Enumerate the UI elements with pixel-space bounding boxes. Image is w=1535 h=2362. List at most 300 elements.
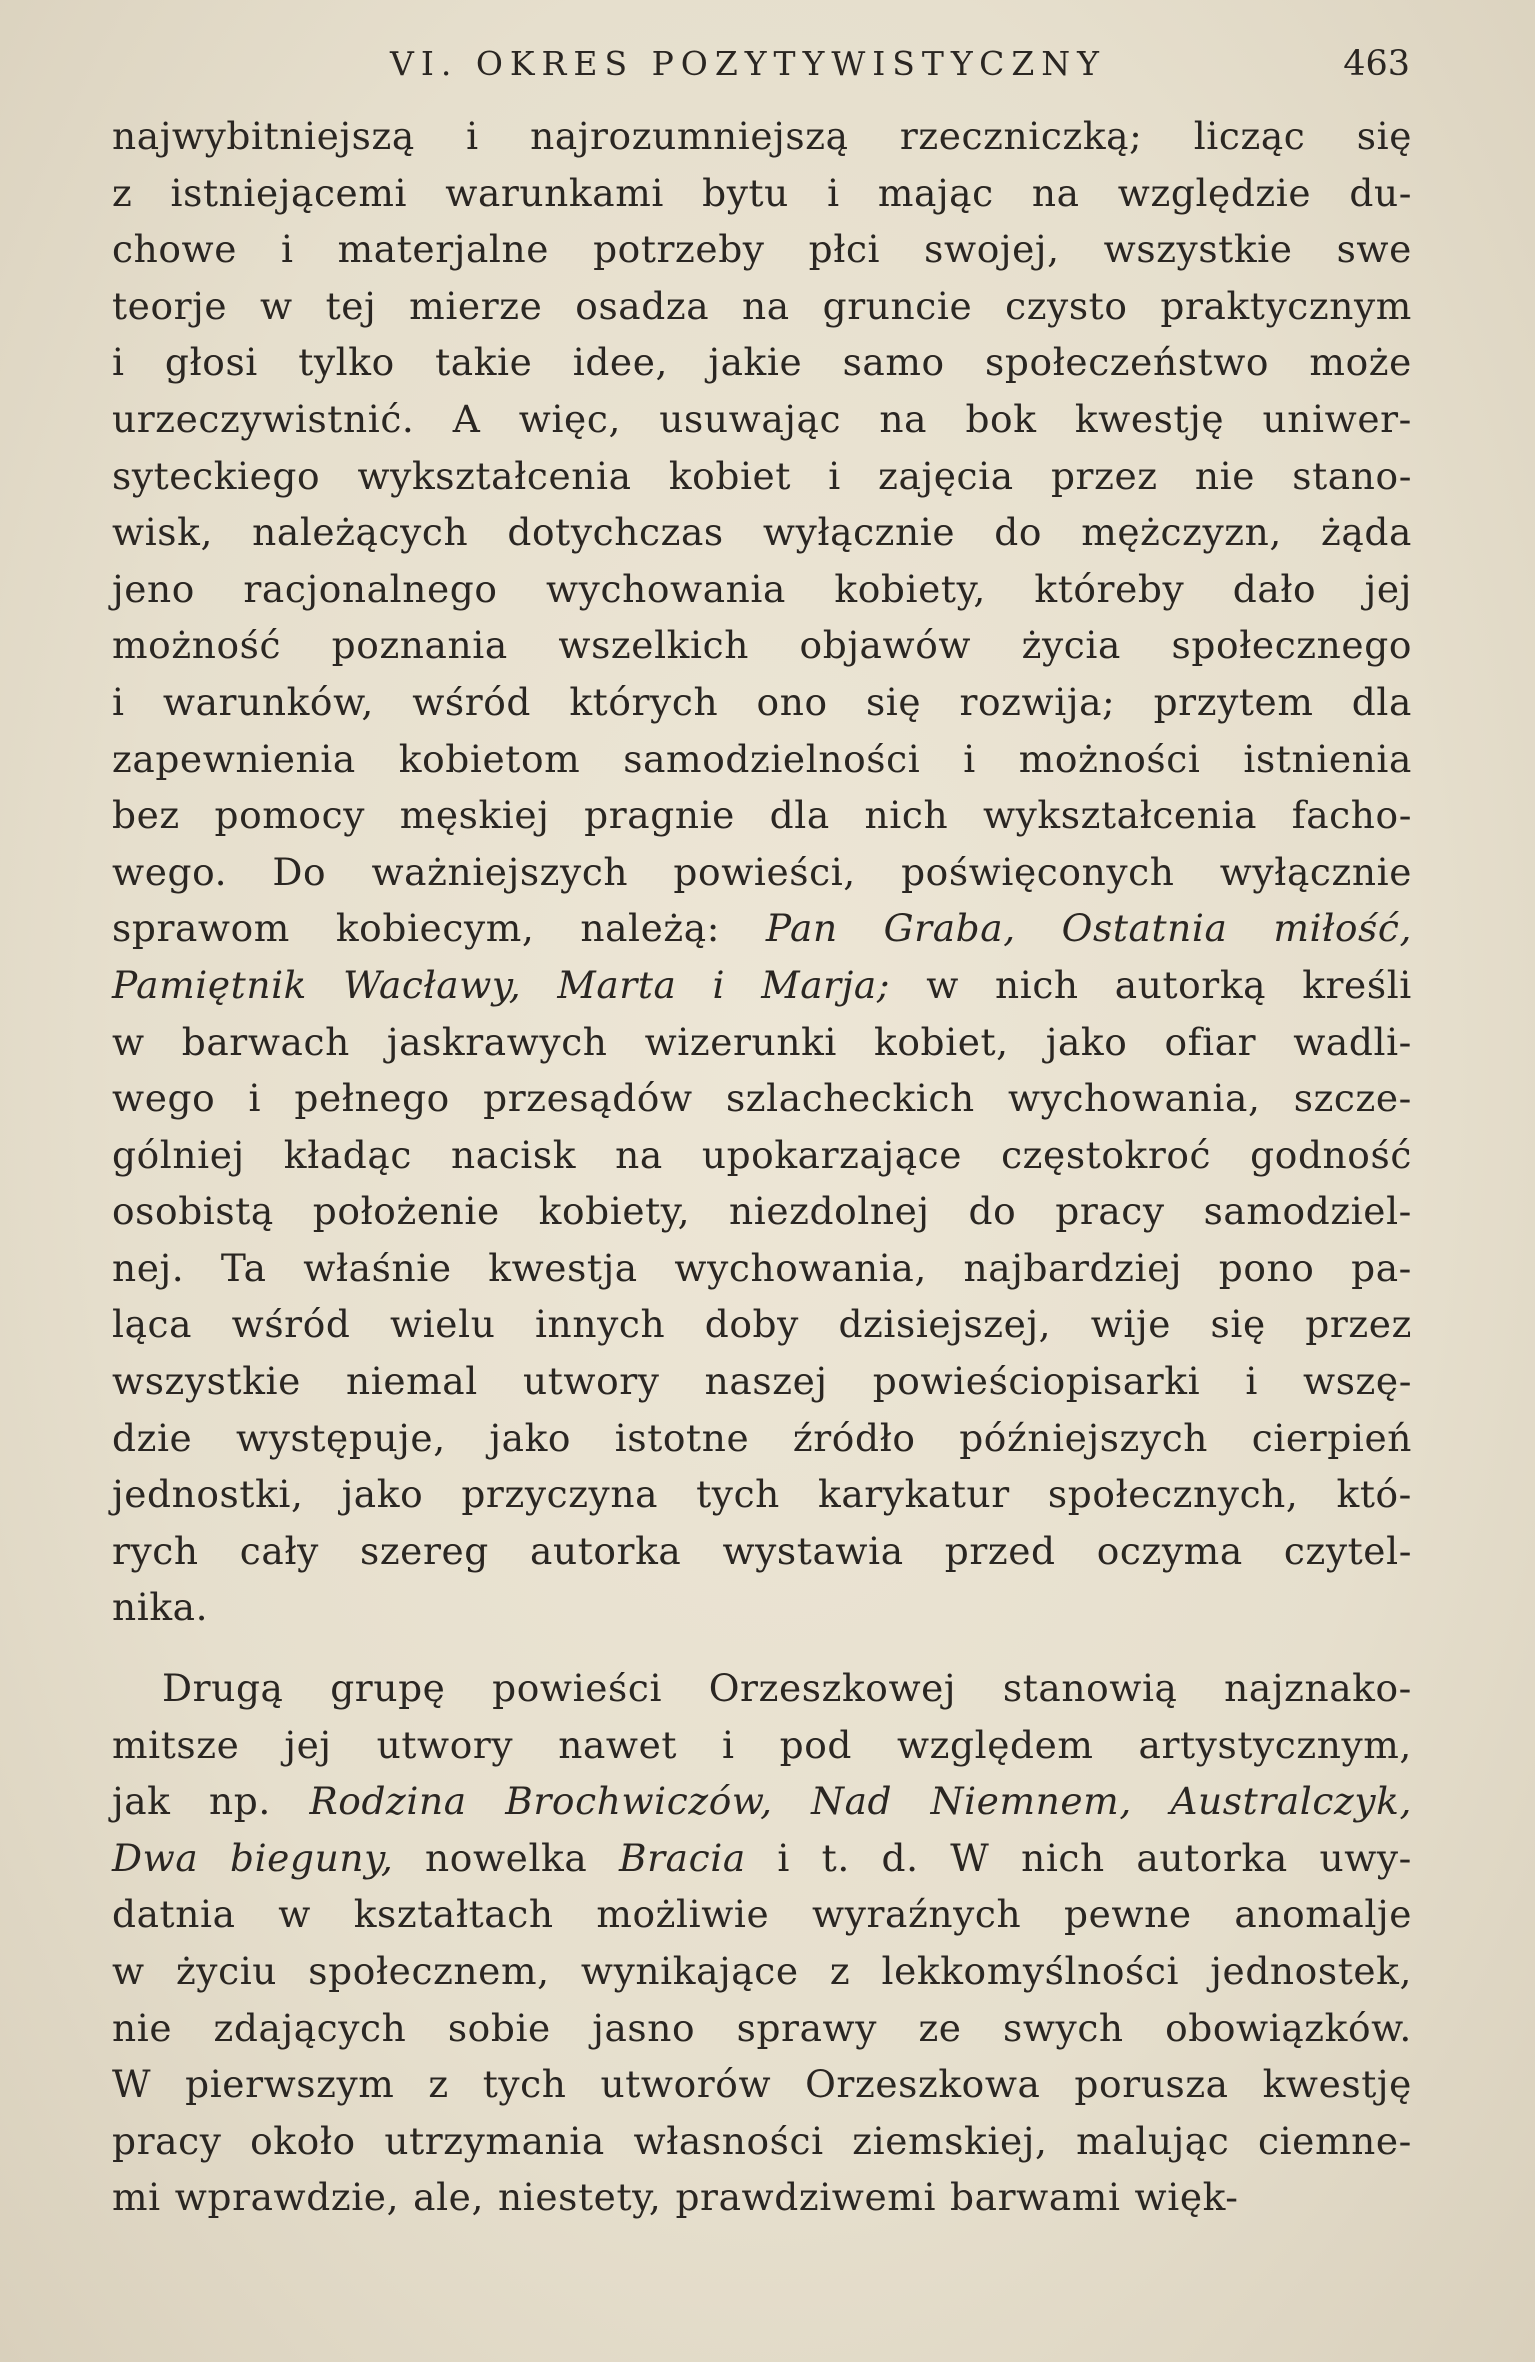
word: żąda xyxy=(1321,510,1412,555)
word: mając xyxy=(877,170,994,215)
word: objawów xyxy=(799,623,972,668)
word: jako xyxy=(1045,1019,1128,1064)
text-line xyxy=(112,1240,1412,1297)
italic-word: Pamiętnik xyxy=(112,962,307,1007)
text-line xyxy=(112,1717,1412,1774)
word: wykształcenia xyxy=(357,453,632,498)
word: źródło xyxy=(792,1415,916,1460)
word: pracy xyxy=(112,2118,222,2163)
word: tych xyxy=(696,1472,780,1517)
word: tylko xyxy=(298,340,395,385)
word: malując xyxy=(1076,2118,1230,2163)
word: warunków, xyxy=(162,679,374,724)
word: uwy- xyxy=(1319,1835,1412,1880)
word: wynikające xyxy=(580,1949,799,1993)
word: warunkami xyxy=(445,170,664,215)
word: usuwając xyxy=(659,396,842,441)
word: osobistą xyxy=(112,1189,274,1234)
word: autorką xyxy=(1114,962,1267,1007)
word: występuje, xyxy=(236,1415,446,1460)
word: naszej xyxy=(704,1359,828,1404)
word: na xyxy=(742,283,790,328)
word: więk- xyxy=(1134,2175,1239,2220)
word: gruncie xyxy=(822,283,973,328)
word: mi xyxy=(112,2175,161,2220)
italic-word: Australczyk, xyxy=(1170,1779,1412,1824)
word: jako xyxy=(489,1415,572,1460)
word: nika. xyxy=(112,1585,209,1630)
word: bok xyxy=(965,396,1037,441)
word: rzeczniczką; xyxy=(899,114,1143,158)
word: stano- xyxy=(1292,453,1412,498)
word: samo xyxy=(842,340,945,385)
word: barwami xyxy=(950,2175,1121,2220)
word: pragnie xyxy=(584,793,735,838)
word: wego. xyxy=(112,849,228,894)
word: Drugą xyxy=(162,1666,284,1711)
word: wije xyxy=(1090,1302,1172,1347)
word: kobietom xyxy=(398,736,581,781)
word: względzie xyxy=(1117,170,1312,215)
word: około xyxy=(250,2118,356,2163)
word: nich xyxy=(994,962,1079,1007)
word: wszystkie xyxy=(112,1359,301,1404)
word: przytem xyxy=(1153,679,1314,724)
word: wśród xyxy=(412,679,532,724)
text-line xyxy=(112,1466,1412,1523)
word: datnia xyxy=(112,1892,236,1937)
text-line xyxy=(112,957,1412,1014)
word: anomalje xyxy=(1234,1892,1412,1937)
word: samodzielności xyxy=(623,736,921,781)
word: w xyxy=(112,1019,145,1064)
word: istniejącemi xyxy=(170,170,408,215)
word: i xyxy=(281,227,294,272)
text-line xyxy=(112,1296,1412,1353)
word: teorje xyxy=(112,283,228,328)
word: dla xyxy=(1351,679,1412,724)
italic-word: Wacławy, xyxy=(343,962,522,1007)
word: ofiar xyxy=(1164,1019,1257,1064)
word: jej xyxy=(284,1722,332,1767)
word: z xyxy=(428,2062,449,2107)
text-line xyxy=(112,1830,1412,1887)
word: pracy xyxy=(1055,1189,1165,1234)
word: częstokroć xyxy=(1001,1132,1212,1177)
word: kobiet xyxy=(668,453,792,498)
word: jednostki, xyxy=(112,1472,304,1517)
word: dało xyxy=(1232,566,1317,611)
word: wego xyxy=(112,1076,216,1121)
word: wadli- xyxy=(1293,1019,1412,1064)
word: najrozumniejszą xyxy=(530,114,849,158)
word: pełnego xyxy=(294,1076,450,1121)
word: ono xyxy=(756,679,828,724)
word: dotychczas xyxy=(507,510,724,555)
word: najwybitniejszą xyxy=(112,114,415,158)
word: swych xyxy=(1003,2005,1124,2050)
word: takie xyxy=(435,340,533,385)
word: istnienia xyxy=(1243,736,1412,781)
text-line xyxy=(112,2000,1412,2057)
word: jej xyxy=(1364,566,1412,611)
word: utwory xyxy=(522,1359,660,1404)
text-line xyxy=(112,561,1412,618)
word: przez xyxy=(1305,1302,1412,1347)
word: i xyxy=(963,736,976,781)
text-line xyxy=(112,2056,1412,2113)
word: czysto xyxy=(1005,283,1128,328)
word: szcze- xyxy=(1293,1076,1412,1121)
word: tej xyxy=(325,283,377,328)
word: sprawom xyxy=(112,906,290,951)
italic-word: Niemnem, xyxy=(930,1779,1132,1824)
word: niestety, xyxy=(498,2175,662,2220)
word: porusza xyxy=(1074,2062,1229,2107)
word: t. xyxy=(821,1835,850,1880)
word: się xyxy=(1356,114,1412,158)
word: dzie xyxy=(112,1415,193,1460)
paragraph xyxy=(112,1660,1412,2226)
word: samodziel- xyxy=(1203,1189,1412,1234)
word: ziemskiej, xyxy=(852,2118,1048,2163)
text-line xyxy=(112,165,1412,222)
text-line xyxy=(112,787,1412,844)
page-header xyxy=(100,44,1410,94)
word: nacisk xyxy=(451,1132,577,1177)
word: mitsze xyxy=(112,1722,240,1767)
text-line xyxy=(112,617,1412,674)
text-line xyxy=(112,1127,1412,1184)
word: mężczyzn, xyxy=(1081,510,1282,555)
word: Orzeszkowej xyxy=(708,1666,957,1711)
word: społecznem, xyxy=(308,1949,550,1993)
word: grupę xyxy=(330,1666,446,1711)
word: stanowią xyxy=(1002,1666,1178,1711)
word: należą: xyxy=(580,906,720,951)
word: osadza xyxy=(575,283,710,328)
italic-word: Rodzina xyxy=(309,1779,467,1824)
word: upokarzające xyxy=(701,1132,963,1177)
italic-word: Graba, xyxy=(883,906,1016,951)
word: zapewnienia xyxy=(112,736,356,781)
word: nej. xyxy=(112,1245,185,1290)
word: na xyxy=(615,1132,663,1177)
word: najznako- xyxy=(1224,1666,1412,1711)
text-line xyxy=(112,1886,1412,1943)
word: jakie xyxy=(708,340,803,385)
word: nie xyxy=(1194,453,1256,498)
word: uniwer- xyxy=(1262,396,1412,441)
word: artystycznym, xyxy=(1138,1722,1412,1767)
word: ląca xyxy=(112,1302,193,1347)
word: najbardziej xyxy=(963,1245,1183,1290)
text-line xyxy=(112,900,1412,957)
word: jasno xyxy=(592,2005,696,2050)
word: nawet xyxy=(558,1722,678,1767)
word: może xyxy=(1309,340,1412,385)
word: rych xyxy=(112,1528,199,1573)
word: ale, xyxy=(413,2175,484,2220)
word: A xyxy=(452,396,481,441)
word: dla xyxy=(769,793,830,838)
page-number: 463 xyxy=(1343,44,1410,84)
text-line xyxy=(112,391,1412,448)
word: kobiecym, xyxy=(335,906,535,951)
word: szereg xyxy=(359,1528,489,1573)
word: jak xyxy=(112,1779,171,1824)
word: powieści, xyxy=(673,849,856,894)
word: doby xyxy=(704,1302,799,1347)
italic-word: Marja; xyxy=(761,962,891,1007)
text-line xyxy=(112,2113,1412,2170)
word: i xyxy=(828,453,841,498)
word: praktycznym xyxy=(1160,283,1412,328)
word: pierwszym xyxy=(185,2062,395,2107)
word: do xyxy=(968,1189,1017,1234)
word: wykształcenia xyxy=(982,793,1258,838)
word: których xyxy=(569,679,719,724)
word: bytu xyxy=(702,170,789,215)
word: pono xyxy=(1218,1245,1315,1290)
word: swe xyxy=(1336,227,1412,272)
word: ważniejszych xyxy=(371,849,629,894)
word: niemal xyxy=(346,1359,478,1404)
word: licząc xyxy=(1193,114,1306,158)
word: społecznych, xyxy=(1047,1472,1299,1517)
word: się xyxy=(865,679,922,724)
word: racjonalnego xyxy=(243,566,498,611)
word: i xyxy=(248,1076,262,1121)
text-line xyxy=(112,1773,1412,1830)
text-line xyxy=(112,278,1412,335)
word: potrzeby xyxy=(593,227,765,272)
word: właśnie xyxy=(303,1245,452,1290)
word: utrzymania xyxy=(384,2118,605,2163)
word: czytel- xyxy=(1283,1528,1412,1573)
italic-word: bieguny, xyxy=(229,1835,394,1880)
word: swojej, xyxy=(924,227,1060,272)
word: w xyxy=(926,962,959,1007)
word: przed xyxy=(944,1528,1056,1573)
italic-word: Dwa xyxy=(112,1835,199,1880)
word: pewne xyxy=(1064,1892,1192,1937)
word: i xyxy=(722,1722,735,1767)
word: lekkomyślności xyxy=(881,1949,1180,1993)
text-line xyxy=(112,1410,1412,1467)
word: niezdolnej xyxy=(729,1189,930,1234)
word: i xyxy=(112,340,125,385)
word: utworów xyxy=(600,2062,772,2107)
text-line xyxy=(112,221,1412,278)
italic-word: Nad xyxy=(811,1779,893,1824)
word: wielu xyxy=(390,1302,496,1347)
word: ze xyxy=(918,2005,962,2050)
word: kształtach xyxy=(353,1892,554,1937)
word: wychowania, xyxy=(674,1245,927,1290)
word: dzisiejszej, xyxy=(838,1302,1052,1347)
word: np. xyxy=(209,1779,271,1824)
text-line xyxy=(112,334,1412,391)
word: własności xyxy=(633,2118,824,2163)
word: któ- xyxy=(1336,1472,1412,1517)
word: pomocy xyxy=(214,793,365,838)
word: oczyma xyxy=(1096,1528,1243,1573)
word: cierpień xyxy=(1251,1415,1412,1460)
word: względem xyxy=(896,1722,1094,1767)
italic-word: Marta xyxy=(557,962,677,1007)
word: na xyxy=(1031,170,1080,215)
word: syteckiego xyxy=(112,453,321,498)
text-line xyxy=(112,674,1412,731)
word: godność xyxy=(1250,1132,1412,1177)
word: wśród xyxy=(231,1302,351,1347)
word: wychowania xyxy=(545,566,786,611)
word: wszę- xyxy=(1303,1359,1412,1404)
word: poświęconych xyxy=(901,849,1175,894)
text-line xyxy=(112,108,1412,165)
word: jako xyxy=(341,1472,424,1517)
word: więc, xyxy=(518,396,621,441)
word: możność xyxy=(112,623,282,668)
word: się xyxy=(1210,1302,1266,1347)
italic-word: i xyxy=(712,962,726,1007)
word: życiu xyxy=(175,1949,278,1993)
word: cały xyxy=(239,1528,319,1573)
word: Ta xyxy=(220,1245,267,1290)
word: wszelkich xyxy=(558,623,749,668)
text-line xyxy=(112,1579,1412,1636)
word: i xyxy=(777,1835,791,1880)
word: zajęcia xyxy=(878,453,1014,498)
word: i xyxy=(466,114,479,158)
text-line xyxy=(112,731,1412,788)
word: wyłącznie xyxy=(1219,849,1412,894)
word: powieści xyxy=(492,1666,663,1711)
word: pod xyxy=(779,1722,852,1767)
body-text xyxy=(112,108,1412,2226)
word: karykatur xyxy=(818,1472,1010,1517)
word: z xyxy=(829,1949,851,1993)
word: sobie xyxy=(447,2005,551,2050)
word: możności xyxy=(1018,736,1201,781)
word: na xyxy=(879,396,928,441)
word: nich xyxy=(1021,1835,1105,1880)
word: W xyxy=(950,1835,990,1880)
word: kobiety, xyxy=(538,1189,691,1234)
word: poznania xyxy=(331,623,508,668)
word: W xyxy=(112,2062,152,2107)
word: nowelka xyxy=(425,1835,588,1880)
word: nie xyxy=(112,2005,173,2050)
word: innych xyxy=(534,1302,666,1347)
italic-word: Pan xyxy=(765,906,838,951)
word: męskiej xyxy=(399,793,550,838)
word: wyłącznie xyxy=(762,510,956,555)
text-line xyxy=(112,844,1412,901)
word: Do xyxy=(272,849,327,894)
word: i xyxy=(112,679,125,724)
word: tych xyxy=(482,2062,567,2107)
word: głosi xyxy=(164,340,258,385)
word: kobiet, xyxy=(874,1019,1009,1064)
word: autorka xyxy=(529,1528,682,1573)
word: autorka xyxy=(1136,1835,1288,1880)
word: kreśli xyxy=(1302,962,1412,1007)
word: du- xyxy=(1349,170,1412,215)
word: społeczeństwo xyxy=(985,340,1270,385)
word: Orzeszkowa xyxy=(805,2062,1041,2107)
word: kwestję xyxy=(1262,2062,1412,2107)
word: istotne xyxy=(614,1415,750,1460)
word: i xyxy=(1245,1359,1258,1404)
word: sprawy xyxy=(736,2005,878,2050)
word: utwory xyxy=(376,1722,514,1767)
text-line xyxy=(112,1523,1412,1580)
word: szlacheckich xyxy=(725,1076,975,1121)
word: życia xyxy=(1021,623,1121,668)
word: powieściopisarki xyxy=(872,1359,1201,1404)
word: kobiety, xyxy=(834,566,986,611)
word: wisk, xyxy=(112,510,213,555)
word: kwestję xyxy=(1074,396,1225,441)
word: mierze xyxy=(409,283,543,328)
word: materjalne xyxy=(337,227,550,272)
text-line xyxy=(112,2169,1412,2226)
word: w xyxy=(112,1949,145,1993)
word: w xyxy=(278,1892,311,1937)
word: społecznego xyxy=(1171,623,1412,668)
word: wizerunki xyxy=(644,1019,837,1064)
text-line xyxy=(112,448,1412,505)
word: kładąc xyxy=(283,1132,412,1177)
word: przez xyxy=(1050,453,1158,498)
word: gólniej xyxy=(112,1132,245,1177)
paragraph xyxy=(112,108,1412,1636)
text-line xyxy=(112,1070,1412,1127)
word: późniejszych xyxy=(959,1415,1209,1460)
text-line xyxy=(112,1353,1412,1410)
word: przesądów xyxy=(483,1076,693,1121)
word: wychowania, xyxy=(1007,1076,1261,1121)
word: chowe xyxy=(112,227,238,272)
word: należących xyxy=(252,510,469,555)
text-line xyxy=(112,1014,1412,1071)
italic-word: Brochwiczów, xyxy=(505,1779,773,1824)
word: do xyxy=(994,510,1043,555)
word: położenie xyxy=(312,1189,500,1234)
word: nich xyxy=(864,793,949,838)
word: jednostek, xyxy=(1210,1949,1412,1993)
text-line xyxy=(112,1183,1412,1240)
text-line xyxy=(112,1943,1412,2000)
word: w xyxy=(260,283,293,328)
italic-word: Ostatnia xyxy=(1061,906,1228,951)
word: i xyxy=(827,170,840,215)
word: płci xyxy=(808,227,881,272)
word: możliwie xyxy=(596,1892,770,1937)
word: wyraźnych xyxy=(812,1892,1022,1937)
word: jeno xyxy=(112,566,195,611)
word: jaskrawych xyxy=(386,1019,608,1064)
word: z xyxy=(112,170,133,215)
word: ciemne- xyxy=(1257,2118,1412,2163)
word: wprawdzie, xyxy=(174,2175,400,2220)
word: rozwija; xyxy=(959,679,1116,724)
word: wszystkie xyxy=(1103,227,1293,272)
word: któreby xyxy=(1034,566,1185,611)
word: kwestja xyxy=(488,1245,638,1290)
